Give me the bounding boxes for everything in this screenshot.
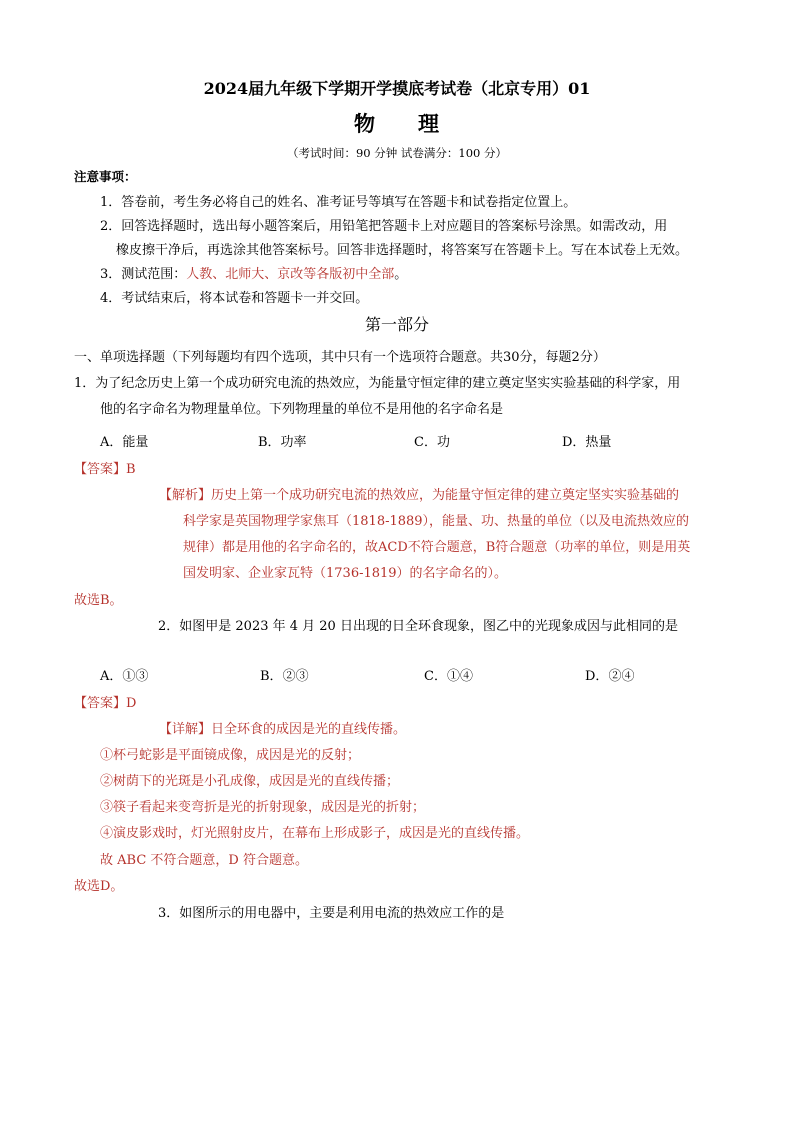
answer-value: D [126,696,137,711]
q2-option-b-marks: ②③ [282,669,309,684]
part-title: 第一部分 [364,315,429,334]
q2-item-2 [100,770,399,789]
q2-option-a-letter: A． [100,669,123,684]
notice-item-3 [100,263,407,282]
q1-analysis-line3: 规律）都是用他的名字命名的，故ACD不符合题意，B符合题意（功率的单位，则是用英 [183,540,691,555]
q1-option-b: B．功率 [258,435,307,450]
q2-item-4 [100,822,529,841]
q2-option-c [424,665,473,684]
q1-stem-line1: 1．为了纪念历史上第一个成功研究电流的热效应，为能量守恒定律的建立奠定坚实实验基础的科学家，用 [74,376,681,391]
q1-option-a: A．能量 [100,435,149,450]
q2-option-a-marks: ①③ [122,669,149,684]
detail-tag: 【详解】 [159,722,212,737]
q1-stem-line2: 他的名字命名为物理量单位。下列物理量的单位不是用他的名字命名是 [100,402,504,417]
answer-tag: 【答案】 [74,462,127,477]
q2-stem: 2．如图甲是 2023 年 4 月 20 日出现的日全环食现象，图乙中的光现象成因与此相同的是 [158,619,678,634]
q2-conclusion: 故选D。 [74,879,124,894]
circled-number: ② [100,774,114,789]
q2-item-text: 树荫下的光斑是小孔成像，成因是光的直线传播； [113,774,400,789]
q1-conclusion: 故选B。 [74,593,123,608]
q2-item-text: 演皮影戏时，灯光照射皮片，在幕布上形成影子，成因是光的直线传播。 [113,826,530,841]
notice-heading: 注意事项： [74,169,137,184]
q2-option-d-letter: D． [585,669,609,684]
q2-item-3 [100,796,425,815]
answer-tag: 【答案】 [74,696,127,711]
exam-title: 2024届九年级下学期开学摸底考试卷（北京专用）01 [203,79,591,98]
q2-summary: 故 ABC 不符合题意，D 符合题意。 [100,853,308,868]
notice-item-2-cont: 橡皮擦干净后，再选涂其他答案标号。回答非选择题时，将答案写在答题卡上。写在本试卷上无效。 [116,243,689,258]
q2-item-text: 筷子看起来变弯折是光的折射现象，成因是光的折射； [113,800,426,815]
circled-number: ① [100,748,114,763]
q2-option-d [585,665,634,684]
notice-item-1: 1．答卷前，考生务必将自己的姓名、准考证号等填写在答题卡和试卷指定位置上。 [100,195,577,210]
q1-answer [74,458,136,477]
q2-option-b [260,665,309,684]
detail-text: 日全环食的成因是光的直线传播。 [211,722,407,737]
q2-option-a [100,665,148,684]
scope-prefix: 3．测试范围： [100,267,187,282]
circled-number: ④ [100,826,114,841]
q2-option-c-letter: C． [424,669,447,684]
answer-value: B [126,462,136,477]
q1-analysis-line4: 国发明家、企业家瓦特（1736-1819）的名字命名的）。 [183,566,508,581]
scope-suffix: 。 [394,267,408,282]
q2-answer [74,692,136,711]
circled-number: ③ [100,800,114,815]
q1-option-d: D．热量 [562,435,612,450]
scope-text: 人教、北师大、京改等各版初中全部 [186,267,395,282]
exam-time-info: （考试时间：90 分钟 试卷满分：100 分） [286,146,508,160]
q1-analysis-line1: 【解析】历史上第一个成功研究电流的热效应，为能量守恒定律的建立奠定坚实实验基础的 [159,488,680,503]
q2-option-c-marks: ①④ [446,669,473,684]
q2-option-d-marks: ②④ [608,669,635,684]
subject-heading [0,108,794,138]
subject-char-1: 物 [354,111,376,136]
q2-detail [159,718,406,737]
q2-option-b-letter: B． [260,669,283,684]
q3-stem: 3．如图所示的用电器中，主要是利用电流的热效应工作的是 [158,906,505,921]
q2-item-1 [100,744,360,763]
notice-item-4: 4．考试结束后，将本试卷和答题卡一并交回。 [100,291,369,306]
notice-item-2: 2．回答选择题时，选出每小题答案后，用铅笔把答题卡上对应题目的答案标号涂黑。如需改动，用 [100,219,668,234]
q1-analysis-line2: 科学家是英国物理学家焦耳（1818-1889），能量、功、热量的单位（以及电流热效应的 [183,514,690,529]
subject-char-2: 理 [418,111,440,136]
section-title: 一、单项选择题（下列每题均有四个选项，其中只有一个选项符合题意。共30分，每题2分） [74,350,606,365]
q2-item-text: 杯弓蛇影是平面镜成像，成因是光的反射； [113,748,361,763]
q1-option-c: C．功 [414,435,450,450]
